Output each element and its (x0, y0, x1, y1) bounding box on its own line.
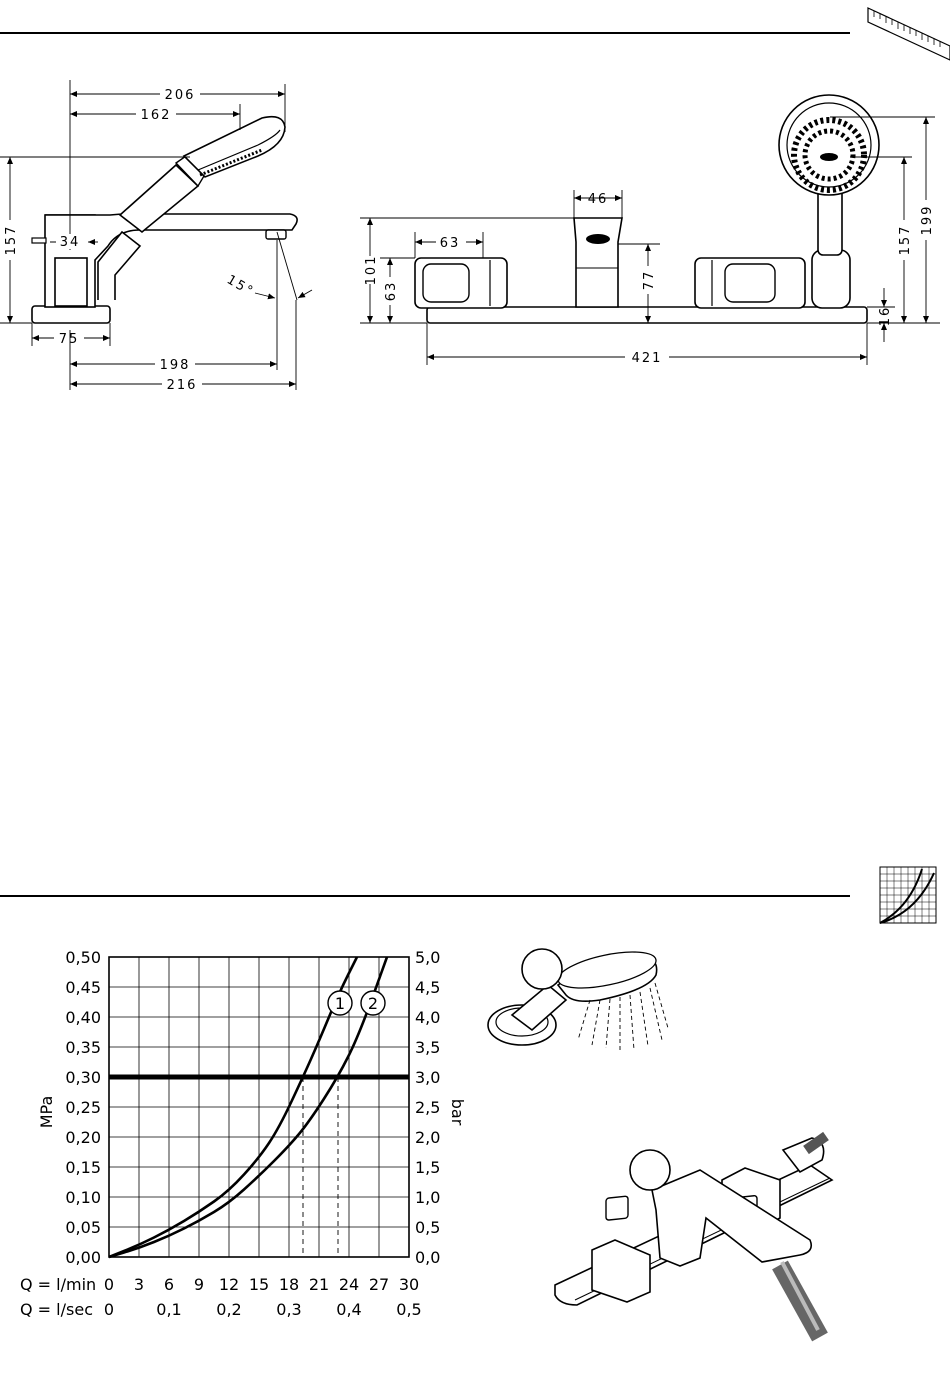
x-lmin-tick-label: 24 (338, 1275, 360, 1294)
side-view-drawing (0, 80, 312, 393)
dim-162: 162 (140, 108, 172, 123)
y-left-tick-label: 0,00 (65, 1248, 101, 1267)
y-left-tick-label: 0,10 (65, 1188, 101, 1207)
x-axis-lmin-ticks (104, 1275, 419, 1294)
y-axis-left-ticks (65, 948, 101, 1267)
y-axis-right-label: bar (448, 1098, 467, 1126)
dim-206: 206 (164, 88, 196, 103)
y-right-tick-label: 0,5 (415, 1218, 441, 1237)
y-right-tick-label: 1,0 (415, 1188, 441, 1207)
y-right-tick-label: 0,0 (415, 1248, 441, 1267)
ruler-icon (868, 8, 950, 60)
dim-16: 16 (878, 305, 893, 327)
x-lmin-tick-label: 3 (133, 1275, 145, 1294)
y-right-tick-label: 4,0 (415, 1008, 441, 1027)
hand-shower-illustration (488, 945, 668, 1050)
dim-63-top: 63 (439, 236, 461, 251)
x-lmin-tick-label: 0 (103, 1275, 115, 1294)
x-lmin-tick-label: 21 (308, 1275, 330, 1294)
dim-157-front: 157 (898, 224, 913, 256)
y-right-tick-label: 2,5 (415, 1098, 441, 1117)
series-1-label: 1 (334, 994, 346, 1013)
y-right-tick-label: 5,0 (415, 948, 441, 967)
x-axis-lsec-label: Q = l/sec (20, 1300, 93, 1319)
x-axis-lsec-ticks (104, 1300, 422, 1319)
y-axis-left-label: MPa (37, 1095, 56, 1129)
y-right-tick-label: 3,0 (415, 1068, 441, 1087)
y-left-tick-label: 0,05 (65, 1218, 101, 1237)
y-left-tick-label: 0,30 (65, 1068, 101, 1087)
dim-15-deg: 15° (224, 272, 257, 300)
dim-157-side: 157 (4, 224, 19, 256)
x-lmin-tick-label: 30 (398, 1275, 420, 1294)
y-left-tick-label: 0,35 (65, 1038, 101, 1057)
y-left-tick-label: 0,25 (65, 1098, 101, 1117)
x-lsec-tick-label: 0 (103, 1300, 115, 1319)
x-lmin-tick-label: 27 (368, 1275, 390, 1294)
y-right-tick-label: 4,5 (415, 978, 441, 997)
dim-199: 199 (920, 204, 935, 236)
x-lsec-tick-label: 0,3 (276, 1300, 302, 1319)
x-lsec-tick-label: 0,4 (336, 1300, 362, 1319)
x-lsec-tick-label: 0,1 (156, 1300, 182, 1319)
dim-216: 216 (166, 378, 198, 393)
dim-101: 101 (364, 254, 379, 286)
flow-chart (20, 948, 467, 1319)
y-left-tick-label: 0,20 (65, 1128, 101, 1147)
x-lmin-tick-label: 9 (193, 1275, 205, 1294)
y-axis-right-ticks (415, 948, 440, 1267)
series-2-label: 2 (367, 994, 379, 1013)
y-right-tick-label: 3,5 (415, 1038, 441, 1057)
dim-421: 421 (631, 351, 663, 366)
y-right-tick-label: 1,5 (415, 1158, 441, 1177)
dim-77: 77 (642, 269, 657, 291)
y-left-tick-label: 0,50 (65, 948, 101, 967)
front-view-drawing (360, 95, 940, 366)
y-left-tick-label: 0,15 (65, 1158, 101, 1177)
bath-spout-illustration (555, 1136, 832, 1337)
x-lmin-tick-label: 18 (278, 1275, 300, 1294)
x-lsec-tick-label: 0,2 (216, 1300, 242, 1319)
y-left-tick-label: 0,45 (65, 978, 101, 997)
y-right-tick-label: 2,0 (415, 1128, 441, 1147)
x-axis-lmin-label: Q = l/min (20, 1275, 97, 1294)
dim-75: 75 (58, 332, 80, 347)
x-lmin-tick-label: 15 (248, 1275, 270, 1294)
flow-chart-icon (880, 867, 936, 923)
x-lmin-tick-label: 6 (163, 1275, 175, 1294)
dim-198: 198 (159, 358, 191, 373)
dim-34: 34 (59, 235, 81, 250)
x-lmin-tick-label: 12 (218, 1275, 240, 1294)
x-lsec-tick-label: 0,5 (396, 1300, 422, 1319)
dim-63-side: 63 (384, 280, 399, 302)
dim-46: 46 (587, 192, 609, 207)
y-left-tick-label: 0,40 (65, 1008, 101, 1027)
